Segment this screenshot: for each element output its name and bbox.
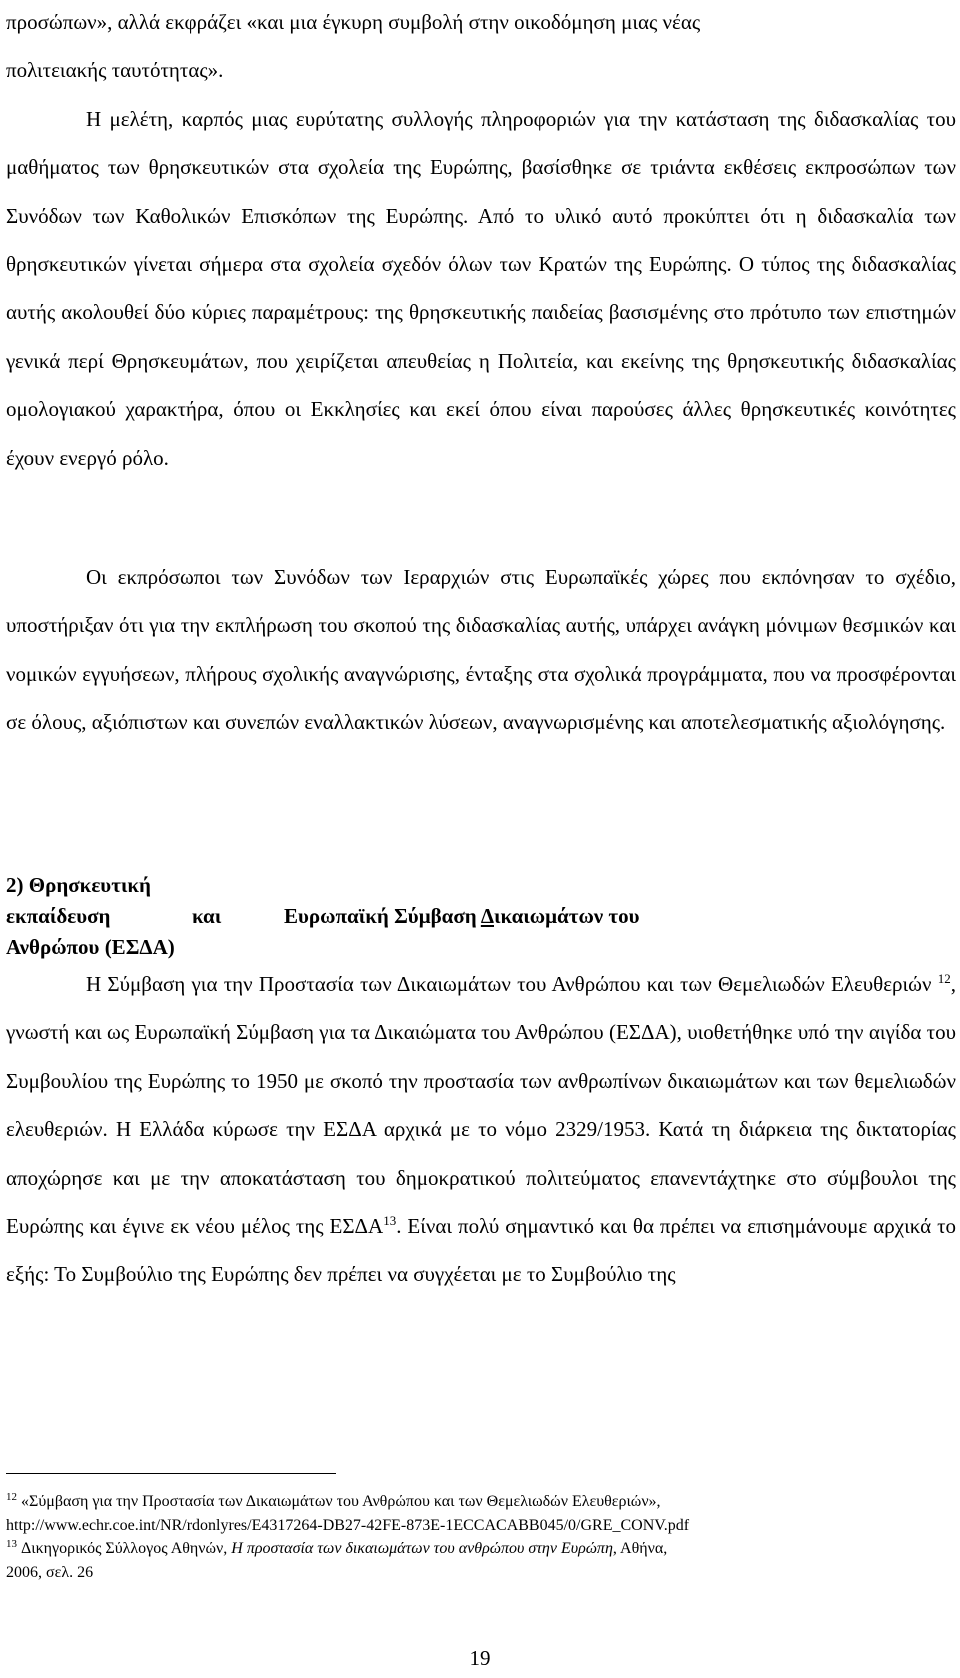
footnote-ref-13[interactable]: 13 bbox=[383, 1213, 397, 1229]
paragraph-study: Η μελέτη, καρπός μιας ευρύτατης συλλογής πληροφοριών για την κατάσταση της διδασκαλίας του μαθήματος των θρησκευτικών στα σχολεία της Ευρώπης, βασίσθηκε σε τριάντα εκθέσεις εκπροσώπων των Συνόδων των Καθολικών Επισκόπων της Ευρώπης. Από το υλικό αυτό προκύπτει ότι η διδασκαλία των θρησκευτικών γίνεται σήμερα στα σχολεία σχεδόν όλων των Κρατών της Ευρώπης. Ο τύπος της διδασκαλίας αυτής ακολουθεί δύο κύριες παραμέτρους: της θρησκευτικής παιδείας βασισμένης στο πρότυπο των επιστημών γενικά περί Θρησκευμάτων, που χειρίζεται απευθείας η Πολιτεία, και εκείνης της θρησκευτικής διδασκαλίας ομολογιακού χαρακτήρα, όπου οι Εκκλησίες και εκεί όπου είναι παρούσες άλλες θρησκευτικές κοινότητες έχουν ενεργό ρόλο. bbox=[6, 106, 956, 470]
paragraph-echr-part-2: , γνωστή και ως Ευρωπαϊκή Σύμβαση για τα Δικαιώματα του Ανθρώπου (ΕΣΔΑ), υιοθετήθηκε υπό την αιγίδα του Συμβουλίου της Ευρώπης το 1950 με σκοπό την προστασία των ανθρωπίνων δικαιωμάτων και των θεμελιωδών ελευθεριών. Η Ελλάδα κύρωσε την ΕΣΔΑ αρχικά με το νόμο 2329/1953. Κατά τη διάρκεια της δικτατορίας αποχώρησε και με την αποκατάσταση του δημοκρατικού πολιτεύματος επανεντάχτηκε στο σύμβουλοι της Ευρώπης και έγινε εκ νέου μέλος της ΕΣΔΑ bbox=[6, 972, 956, 1239]
body-text-top bbox=[6, 0, 956, 482]
footnote-ref-12[interactable]: 12 bbox=[937, 971, 951, 986]
paragraph-echr-part-3: . Είναι πολύ σημαντικό και θα πρέπει να επισημάνουμε αρχικά το εξής: Το Συμβούλιο της Ευρώπης δεν πρέπει να συγχέεται με το Συμβούλιο της bbox=[6, 1214, 957, 1287]
footnote-title: Η προστασία των δικαιωμάτων του ανθρώπου στην Ευρώπη bbox=[231, 1540, 613, 1557]
heading-underlined-letter: Δ bbox=[480, 904, 494, 928]
footnote-12 bbox=[6, 1490, 956, 1537]
footnote-text: «Σύμβαση για την Προστασία των Δικαιωμάτων του Ανθρώπου και των Θεμελιωδών Ελευθεριών», bbox=[21, 1493, 661, 1510]
section-heading bbox=[6, 870, 956, 963]
paragraph-echr-part-1: Η Σύμβαση για την Προστασία των Δικαιωμάτων του Ανθρώπου και των Θεμελιωδών Ελευθεριών bbox=[86, 972, 938, 996]
footnote-text: 2006, σελ. 26 bbox=[6, 1563, 94, 1581]
heading-line-2: Ανθρώπου (ΕΣΔΑ) bbox=[6, 935, 175, 959]
footnote-author: Δικηγορικός Σύλλογος Αθηνών, bbox=[21, 1540, 232, 1557]
body-text-echr bbox=[6, 960, 956, 1299]
heading-conjunction: και bbox=[192, 904, 222, 928]
body-text-middle bbox=[6, 553, 956, 747]
footnote-separator bbox=[6, 1473, 336, 1474]
heading-part-3: ικαιωμάτων του bbox=[494, 904, 640, 928]
paragraph-line: προσώπων», αλλά εκφράζει «και μια έγκυρη συμβολή στην οικοδόμηση μιας νέας bbox=[6, 10, 701, 34]
footnote-marker: 13 bbox=[6, 1537, 17, 1550]
heading-part-2: Ευρωπαϊκή Σύμβαση bbox=[284, 904, 481, 928]
paragraph-line: πολιτειακής ταυτότητας». bbox=[6, 58, 224, 83]
paragraph-continuation bbox=[6, 0, 956, 95]
footnotes bbox=[6, 1490, 956, 1584]
footnote-url-link[interactable]: http://www.echr.coe.int/NR/rdonlyres/E4317264-DB27-42FE-873E-1ECCACABB045/0/GRE_CONV.pdf bbox=[6, 1516, 690, 1534]
heading-part-1: 2) Θρησκευτική εκπαίδευση bbox=[6, 873, 151, 928]
page-number: 19 bbox=[469, 1646, 491, 1670]
footnote-rest: , Αθήνα, bbox=[612, 1540, 668, 1557]
paragraph-echr bbox=[6, 960, 956, 1299]
footnote-marker: 12 bbox=[6, 1490, 17, 1503]
footnote-13 bbox=[6, 1537, 956, 1584]
paragraph-representatives: Οι εκπρόσωποι των Συνόδων των Ιεραρχιών στις Ευρωπαϊκές χώρες που εκπόνησαν το σχέδιο, υποστήριξαν ότι για την εκπλήρωση του σκοπού της διδασκαλίας αυτής, υπάρχει ανάγκη μόνιμων θεσμικών και νομικών εγγυήσεων, πλήρους σχολικής αναγνώρισης, ένταξης στα σχολικά προγράμματα, που να προσφέρονται σε όλους, αξιόπιστων και συνεπών εναλλακτικών λύσεων, αναγνωρισμένης και αποτελεσματικής αξιολόγησης. bbox=[6, 565, 956, 735]
